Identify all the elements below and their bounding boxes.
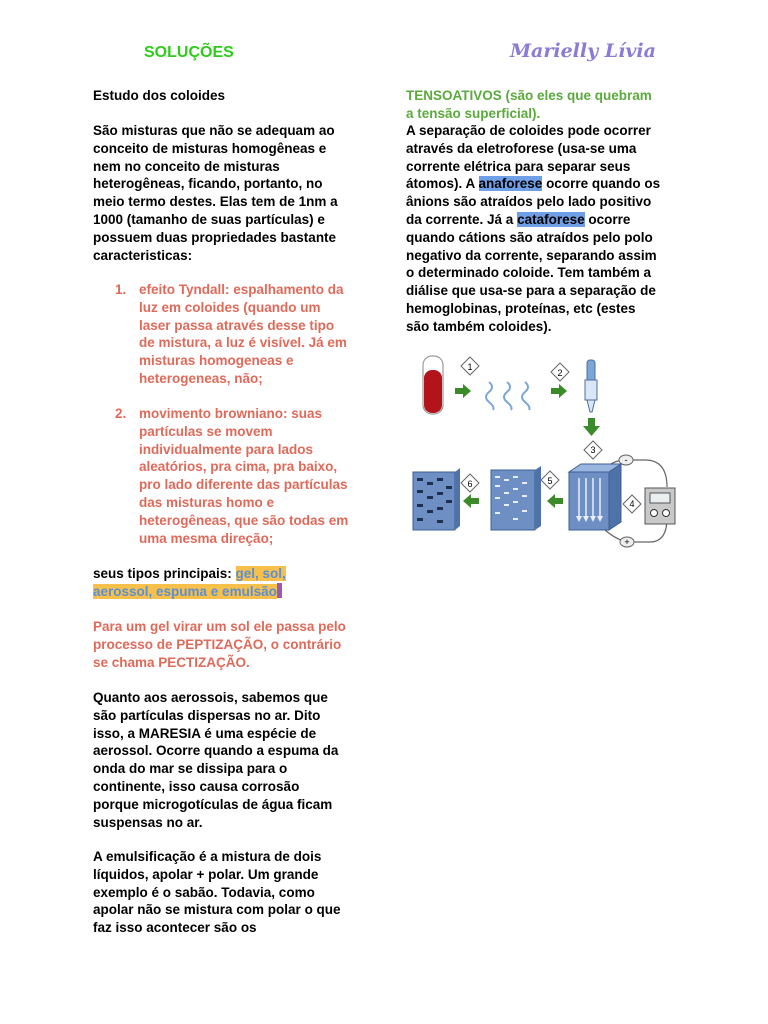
dna-fragments-icon [486,382,530,410]
highlight-cataforese: cataforese [517,211,585,227]
arrow-right-icon [455,384,471,398]
section-heading: Estudo dos coloides [93,88,226,103]
svg-text:-: - [624,455,628,465]
pipette-icon [585,360,597,412]
page-title: SOLUÇÕES [144,44,234,61]
svg-text:5: 5 [547,476,553,486]
plus-terminal [620,537,634,547]
highlight-anaforese: anaforese [478,176,543,192]
step-6-marker [461,474,479,492]
arrow-down-icon [583,418,600,436]
text-cursor [277,583,282,598]
svg-text:6: 6 [467,479,473,489]
emulsao-paragraph: A emulsificação é a mistura de dois líquidos, apolar + polar. Um grande exemplo é o sabão. Todavia, como apolar não se mistura com polar o que faz isso acontecer são os [93,849,341,936]
author-signature: Marielly Lívia [510,40,656,62]
tipos-paragraph: seus tipos principais: gel, sol, aerossol, espuma e emulsão [93,566,286,599]
power-supply-icon [645,488,675,524]
highlight-types: gel, sol, [235,566,286,581]
arrow-left-icon [547,494,563,508]
electrophoresis-diagram [405,352,690,552]
highlight-types: aerossol, espuma e emulsão [93,583,277,599]
eletroforese-paragraph: A separação de coloides pode ocorrer através da eletroforese (usa-se uma corrente elétrica para separar seus átomos). A anaforese ocorre quando os ânions são atraídos pelo lado positivo da corrente. Já a cataforese ocorre quando cátions são atraídos pelo polo negativo da corrente, separando assim o determinado coloide. Tem também a diálise que usa-se para a separação de hemoglobinas, proteínas, etc (estes são também coloides). [406,123,661,334]
arrow-right-icon [551,384,567,398]
svg-text:4: 4 [629,499,635,509]
step-1-marker [461,357,479,375]
gel-tank-icon [569,464,621,530]
step-3-marker [584,441,602,459]
svg-text:1: 1 [467,362,473,372]
tensoativos-heading: TENSOATIVOS (são eles que quebram a tensão superficial). [406,88,652,121]
svg-text:+: + [624,537,630,547]
stained-gel-icon [413,468,460,530]
blood-tube-icon [423,356,443,414]
step-4-marker [623,495,641,513]
gel-slab-icon [491,466,541,530]
intro-paragraph: São misturas que não se adequam ao conceito de misturas homogêneas e nem no conceito de misturas heterogêneas, ficando, portanto, no meio termo destes. Elas tem de 1nm a 1000 (tamanho de suas partículas) e possuem duas propriedades bastante caracteristicas: [93,123,338,263]
step-5-marker [541,471,559,489]
gel-paragraph: Para um gel virar um sol ele passa pelo processo de PEPTIZAÇÃO, o contrário se chama PECTIZAÇÃO. [93,619,346,670]
svg-text:2: 2 [557,368,563,378]
svg-text:3: 3 [590,445,596,455]
aerossol-paragraph: Quanto aos aerossois, sabemos que são partículas dispersas no ar. Dito isso, a MARESIA é uma espécie de aerossol. Ocorre quando a espuma da onda do mar se dissipa para o continente, isso causa corrosão porque microgotículas de água ficam suspensas no ar. [93,690,339,830]
step-2-marker [551,363,569,381]
arrow-left-icon [463,494,479,508]
